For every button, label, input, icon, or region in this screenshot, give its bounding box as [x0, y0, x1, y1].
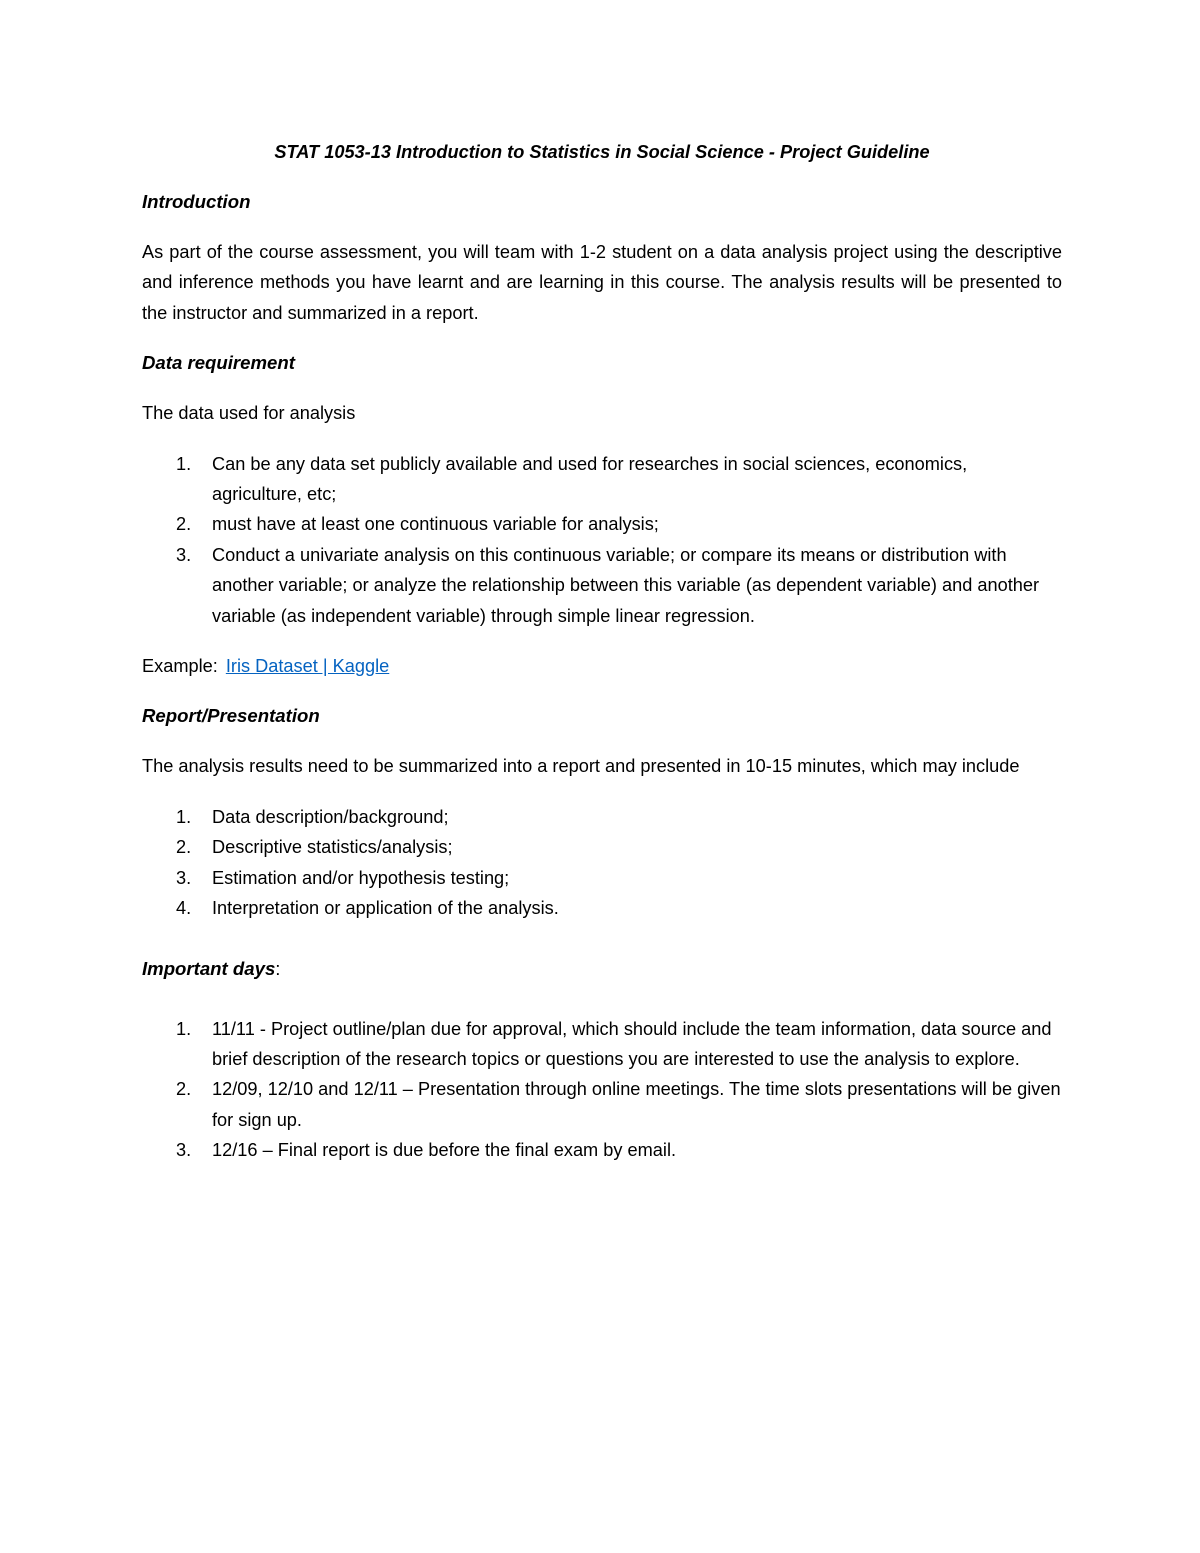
document-title: STAT 1053-13 Introduction to Statistics in Social Science - Project Guideline	[274, 142, 930, 162]
data-requirement-lead: The data used for analysis	[142, 403, 356, 424]
list-item	[142, 802, 1062, 832]
spacer	[142, 1004, 1062, 1014]
list-item-text: 12/16 – Final report is due before the final exam by email.	[212, 1140, 677, 1161]
important-days-list	[142, 1014, 1062, 1166]
list-item-number: 4.	[176, 898, 192, 919]
iris-dataset-link[interactable]: Iris Dataset | Kaggle	[225, 656, 390, 677]
list-item	[142, 1014, 1062, 1075]
important-days-heading-text: Important days	[142, 957, 276, 979]
list-item-text: Descriptive statistics/analysis;	[212, 837, 453, 858]
list-item-number: 1.	[176, 1018, 192, 1039]
report-list	[142, 802, 1062, 924]
list-item-text: 11/11 - Project outline/plan due for approval, which should include the team information, data source and brief description of the research topics or questions you are interested to use the analysis to explore.	[212, 1018, 1052, 1069]
list-item-number: 2.	[176, 514, 192, 535]
list-item-text: Interpretation or application of the analysis.	[212, 898, 559, 919]
spacer	[142, 944, 1062, 954]
list-item-text: Estimation and/or hypothesis testing;	[212, 867, 510, 888]
list-item	[142, 893, 1062, 923]
list-item-text: must have at least one continuous variable for analysis;	[212, 514, 659, 535]
document-body	[142, 137, 1062, 1186]
list-item-number: 1.	[176, 806, 192, 827]
report-lead: The analysis results need to be summarized into a report and presented in 10-15 minutes, which may include	[142, 756, 1020, 777]
report-presentation-heading: Report/Presentation	[142, 705, 320, 727]
example-line	[142, 651, 1062, 681]
important-days-heading	[142, 954, 1062, 984]
list-item-text: Can be any data set publicly available and used for researches in social sciences, economics, agriculture, etc;	[212, 453, 968, 505]
list-item-number: 2.	[176, 1079, 192, 1100]
list-item	[142, 1074, 1062, 1135]
important-days-heading-colon: :	[275, 957, 281, 979]
list-item	[142, 832, 1062, 862]
list-item	[142, 1135, 1062, 1165]
list-item	[142, 863, 1062, 893]
list-item-number: 1.	[176, 453, 192, 474]
list-item	[142, 509, 1062, 539]
list-item-number: 3.	[176, 1140, 192, 1161]
introduction-paragraph: As part of the course assessment, you will team with 1-2 student on a data analysis project using the descriptive and inference methods you have learnt and are learning in this course. The analysis results will be presented to the instructor and summarized in a report.	[142, 242, 1062, 323]
list-item-text: Data description/background;	[212, 806, 449, 827]
list-item-number: 3.	[176, 544, 192, 565]
list-item-text: 12/09, 12/10 and 12/11 – Presentation through online meetings. The time slots presentations will be given for sign up.	[212, 1079, 1061, 1130]
data-requirement-list	[142, 449, 1062, 631]
example-label: Example:	[142, 656, 218, 677]
list-item-number: 2.	[176, 837, 192, 858]
data-requirement-heading: Data requirement	[142, 352, 295, 374]
list-item	[142, 540, 1062, 631]
introduction-heading: Introduction	[142, 191, 251, 212]
list-item	[142, 449, 1062, 510]
list-item-text: Conduct a univariate analysis on this continuous variable; or compare its means or distribution with another variable; or analyze the relationship between this variable (as dependent variable) and another variable (as independent variable) through simple linear regression.	[212, 544, 1040, 626]
list-item-number: 3.	[176, 867, 192, 888]
